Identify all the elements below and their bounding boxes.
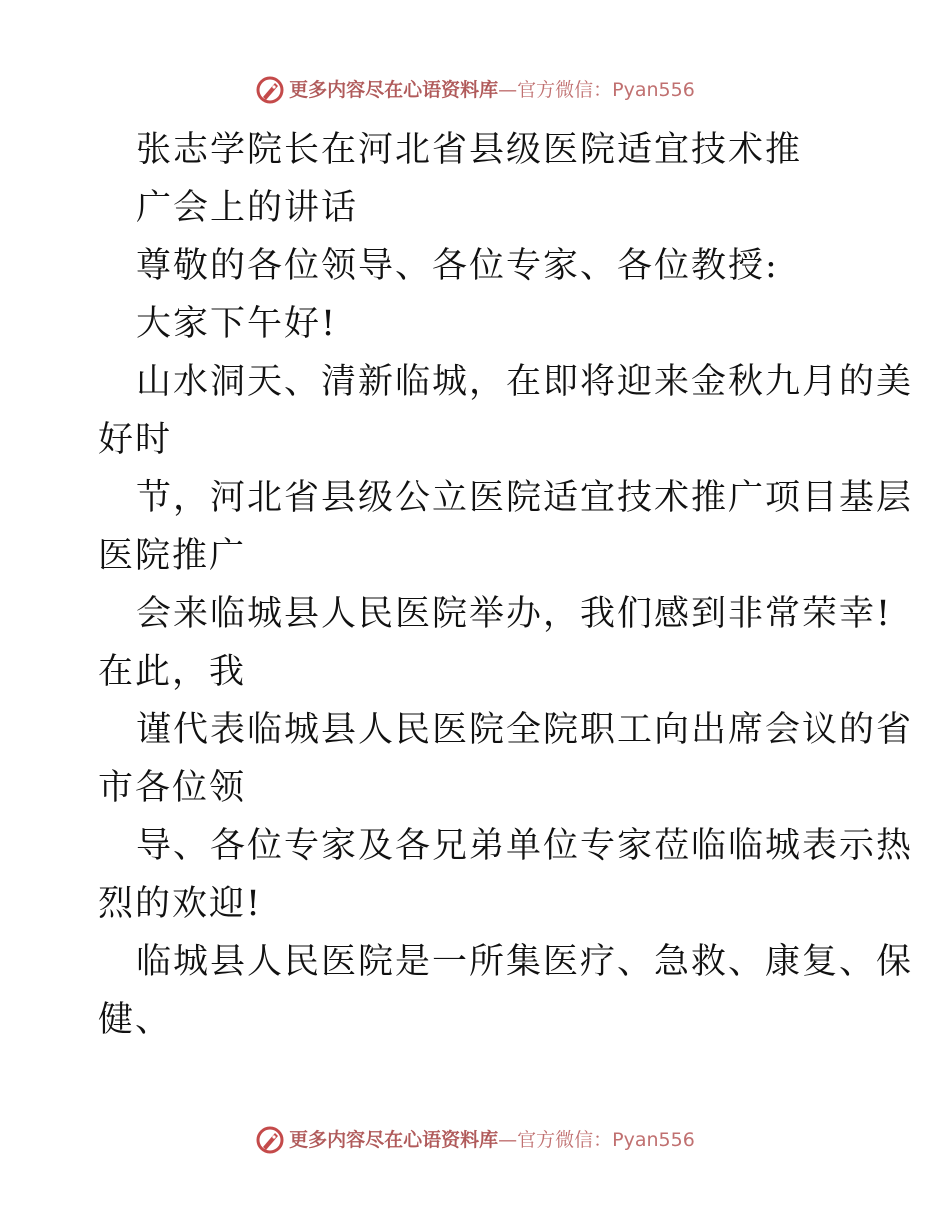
footer-watermark bbox=[0, 1120, 950, 1160]
text-line: 市各位领 bbox=[98, 768, 247, 808]
document-body bbox=[98, 121, 914, 1049]
text-line: 临城县人民医院是一所集医疗、急救、康复、保 bbox=[136, 942, 914, 982]
watermark-main-text: 更多内容尽在心语资料库 bbox=[289, 1128, 499, 1151]
text-line: 医院推广 bbox=[98, 536, 247, 576]
watermark-wechat-text: —官方微信：Pyan556 bbox=[498, 78, 695, 101]
text-line: 烈的欢迎! bbox=[98, 884, 263, 924]
text-line: 会来临城县人民医院举办，我们感到非常荣幸! bbox=[136, 594, 893, 634]
text-line: 大家下午好! bbox=[136, 304, 338, 344]
pen-nib-logo-icon bbox=[255, 75, 285, 105]
text-line: 节，河北省县级公立医院适宜技术推广项目基层 bbox=[136, 478, 914, 518]
text-line: 山水洞天、清新临城，在即将迎来金秋九月的美 bbox=[136, 362, 914, 402]
text-line: 尊敬的各位领导、各位专家、各位教授: bbox=[136, 246, 779, 286]
header-watermark bbox=[0, 70, 950, 110]
text-line: 健、 bbox=[98, 1000, 173, 1040]
pen-nib-logo-icon bbox=[255, 1125, 285, 1155]
text-line: 在此，我 bbox=[98, 652, 247, 692]
watermark-text bbox=[289, 78, 695, 101]
watermark-wechat-text: —官方微信：Pyan556 bbox=[498, 1128, 695, 1151]
text-line: 谨代表临城县人民医院全院职工向出席会议的省 bbox=[136, 710, 914, 750]
text-line: 好时 bbox=[98, 420, 173, 460]
text-line: 广会上的讲话 bbox=[136, 188, 359, 228]
watermark-main-text: 更多内容尽在心语资料库 bbox=[289, 78, 499, 101]
watermark-text bbox=[289, 1128, 695, 1151]
text-line: 导、各位专家及各兄弟单位专家莅临临城表示热 bbox=[136, 826, 914, 866]
text-line: 张志学院长在河北省县级医院适宜技术推 bbox=[136, 130, 803, 170]
